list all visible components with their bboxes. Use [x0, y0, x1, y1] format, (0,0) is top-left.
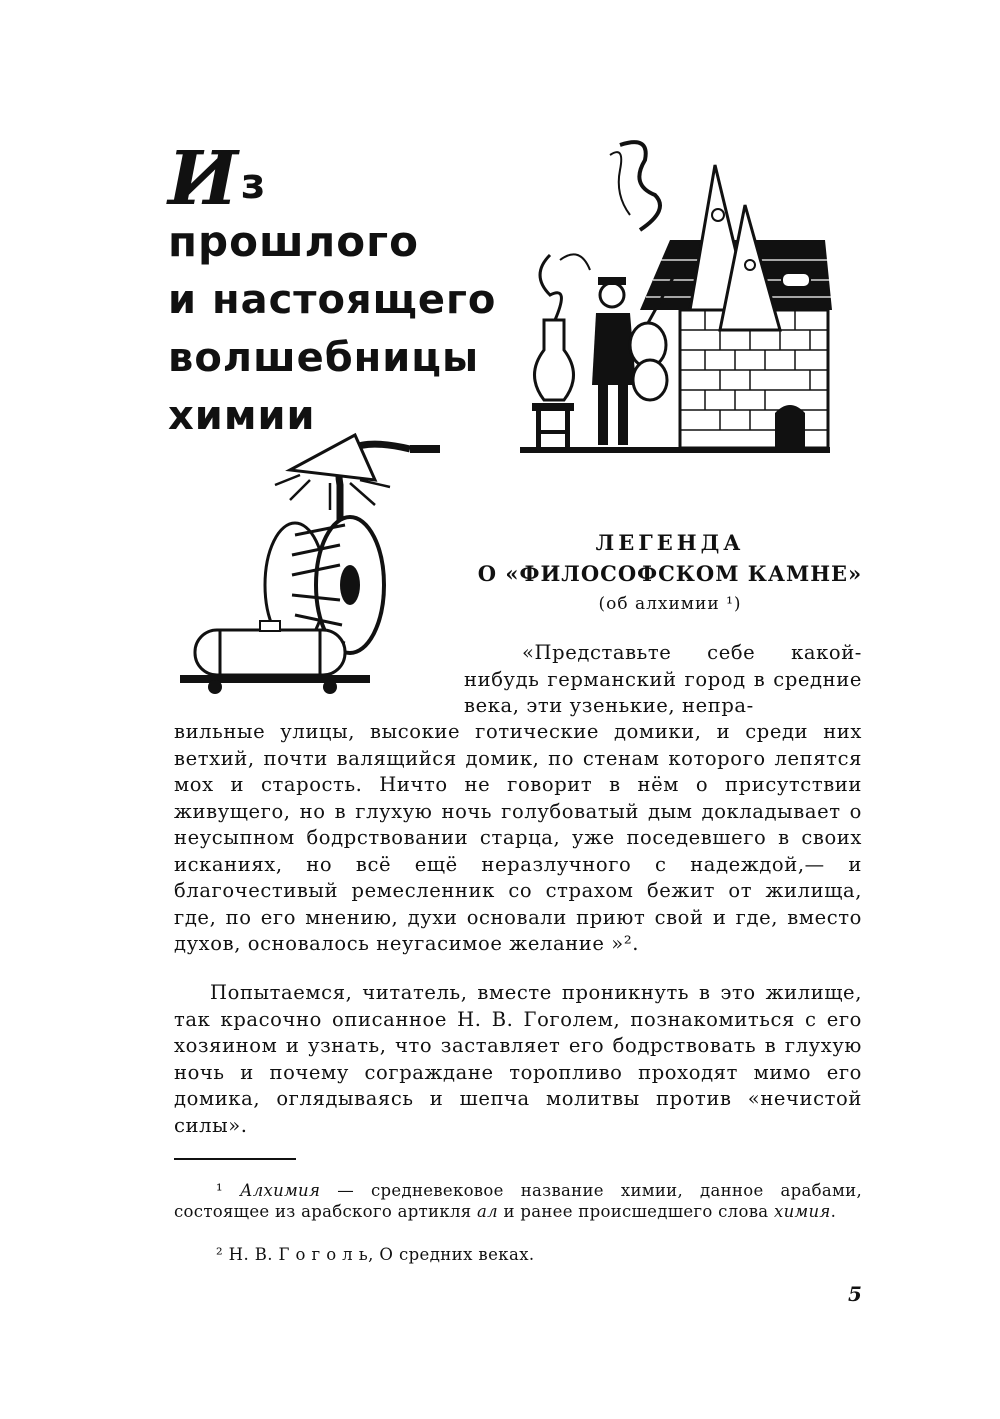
title-line2: и настоящего [168, 277, 497, 323]
title-line4: химии [168, 393, 316, 439]
footnote-1-al: ал [477, 1202, 498, 1221]
paragraph-1-rest: вильные улицы, высокие готические домики, и среди них ветхий, почти валящийся домик, по стенам которого лепятся мох и старость. Ничто не говорит в нём о присутствии живущего, но в глухую ночь голубоватый дым докладывает о неусыпном бодрствовании старца, уже поседевшего в своих исканиях, но всё ещё неразлучного с надеждой,— и благочестивый ремесленник со страхом бежит от жилища, где, по его мнению, духи основали приют свой и где, вместо духов, основалось неугасимое желание »². [174, 720, 862, 955]
footnote-divider [174, 1158, 296, 1160]
footnote-1-end: . [830, 1202, 837, 1221]
footnote-1 [174, 1180, 862, 1222]
heading-subtitle: (об алхимии ¹) [598, 594, 742, 614]
footnote-1-mark: ¹ [216, 1181, 223, 1200]
footnote-2: ² Н. В. Г о г о л ь, О средних веках. [216, 1245, 535, 1264]
paragraph-1-start: «Представьте себе какой-нибудь германский город в средние века, эти узенькие, непра- [464, 641, 862, 717]
heading-legend: ЛЕГЕНДА [595, 530, 745, 555]
footnote-1-term: Алхимия [239, 1181, 321, 1200]
footnote-1-text: — средневековое название химии, данное арабами, состоящее из арабского артикля [174, 1181, 863, 1221]
heading-philosopher-stone: О «ФИЛОСОФСКОМ КАМНЕ» [477, 561, 863, 586]
section-heading [470, 530, 870, 614]
paragraph-2: Попытаемся, читатель, вместе проникнуть в это жилище, так красочно описанное Н. В. Гоголем, познакомиться с его хозяином и узнать, что заставляет его бодрствовать в глухую ночь и почему сограждане торопливо проходят мимо его домика, оглядываясь и шепча молитвы против «нечистой силы». [174, 981, 862, 1137]
chapter-title [168, 136, 528, 445]
footnote-1-word: химия [773, 1202, 831, 1221]
lamp-and-reel-illustration [180, 425, 440, 695]
page-number: 5 [848, 1282, 862, 1306]
title-initial: И [168, 136, 239, 222]
footnote-1-text2: и ранее происшедшего слова [497, 1202, 774, 1221]
title-line3: волшебницы [168, 335, 480, 381]
title-line1: з прошлого [168, 159, 419, 266]
alchemist-illustration [520, 135, 840, 465]
